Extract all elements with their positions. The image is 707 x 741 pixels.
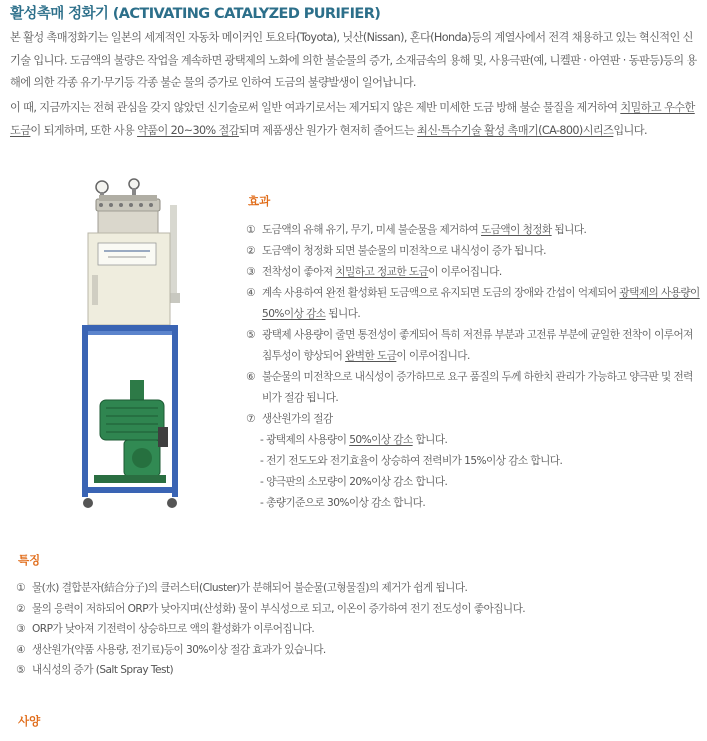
intro-2-text-a: 이 때, 지금까지는 전혀 관심을 갖지 않았던 신기술로써 일반 여과기로서는 제거되지 않은 제반 미세한 도금 방해 불순 물질을 제거하여 (10, 101, 621, 114)
features-list (16, 578, 706, 681)
effect-item: ④ 계속 사용하여 완전 활성화된 도금액으로 유지되면 도금의 장애와 간섭이 억제되어 광택제의 사용량이 50%이상 감소 됩니다. (246, 287, 700, 320)
intro-2-text-b: 이 되게하며, 또한 사용 (30, 123, 138, 137)
intro-2-highlight-dense-plating: 치밀하고 우수한 도금 (10, 101, 695, 137)
feature-item: ③ ORP가 낮아져 기전력이 상승하므로 액의 활성화가 이루어집니다. (16, 623, 315, 635)
intro-2-text-c: 되며 제품생산 원가가 현저히 줄어드는 (238, 123, 418, 137)
effect-sub-item: - 전기 전도도와 전기효율이 상승하여 전력비가 15%이상 감소 합니다. (260, 455, 563, 467)
effect-item: ⑦ 생산원가의 절감 (246, 413, 333, 425)
intro-paragraph-1 (10, 27, 700, 95)
spec-heading: 사양 (18, 714, 41, 728)
purifier-machine-image (74, 175, 204, 513)
feature-item: ① 물(水) 결합분자(結合分子)의 클러스터(Cluster)가 분해되어 불순물(고형물질)의 제거가 쉽게 됩니다. (16, 582, 468, 594)
effects-heading: 효과 (248, 194, 271, 208)
feature-item: ④ 생산원가(약품 사용량, 전기료)등이 30%이상 절감 효과가 있습니다. (16, 643, 326, 656)
intro-paragraph-2 (10, 97, 700, 142)
feature-item: ② 물의 응력이 저하되어 ORP가 낮아지며(산성화) 물이 부식성으로 되고, 이온이 증가하여 전기 전도성이 좋아집니다. (16, 602, 526, 615)
effect-sub-item: - 양극판의 소모량이 20%이상 감소 합니다. (260, 476, 448, 488)
effect-item: ① 도금액의 유해 유기, 무기, 미세 불순물을 제거하여 도금액이 청정화 됩니다. (246, 224, 587, 236)
effect-item: ③ 전착성이 좋아져 치밀하고 정교한 도금이 이루어집니다. (246, 266, 502, 278)
effect-sub-item: - 광택제의 사용량이 50%이상 감소 합니다. (260, 434, 448, 446)
features-heading: 특징 (18, 553, 41, 567)
effect-item: ⑤ 광택제 사용량이 줄면 통전성이 좋게되어 특히 저전류 부분과 고전류 부분에 균일한 전착이 이루어져 침투성이 향상되어 완벽한 도금이 이루어집니다. (246, 329, 693, 362)
intro-2-text-d: 입니다. (613, 123, 647, 137)
effects-list (246, 220, 702, 514)
effect-item: ⑥ 불순물의 미전착으로 내식성이 증가하므로 요구 품질의 두께 하한치 관리가 가능하고 양극판 및 전력비가 절감 됩니다. (246, 371, 693, 404)
effect-sub-item: - 총량기준으로 30%이상 감소 합니다. (260, 497, 426, 509)
intro-2-highlight-series: 최신·특수기술 활성 촉매기(CA-800)시리즈 (417, 123, 614, 137)
intro-2-highlight-chemical-saving: 약품이 20~30% 절감 (137, 123, 239, 137)
feature-item: ⑤ 내식성의 증가 (Salt Spray Test) (16, 664, 174, 676)
effect-item: ② 도금액이 청정화 되면 불순물의 미전착으로 내식성이 증가 됩니다. (246, 245, 546, 257)
page-title: 활성촉매 정화기 (ACTIVATING CATALYZED PURIFIER) (10, 6, 381, 22)
intro-1-text: 본 활성 촉매정화기는 일본의 세계적인 자동차 메이커인 토요타(Toyota), 닛산(Nissan), 혼다(Honda)등의 계열사에서 전격 채용하고 있는 혁신적인 신기술 입니다. 도금액의 불량은 작업을 계속하면 광택제의 노화에 의한 불순물의 증가, 소재금속의 용해 및, 사용극판(예, 니켈판 · 아연판 · 동판등)등의 용해에 의한 각종 유기·무기등 각종 불순 물의 증가로 인하여 도금의 불량발생이 일어납니다. (10, 31, 697, 89)
